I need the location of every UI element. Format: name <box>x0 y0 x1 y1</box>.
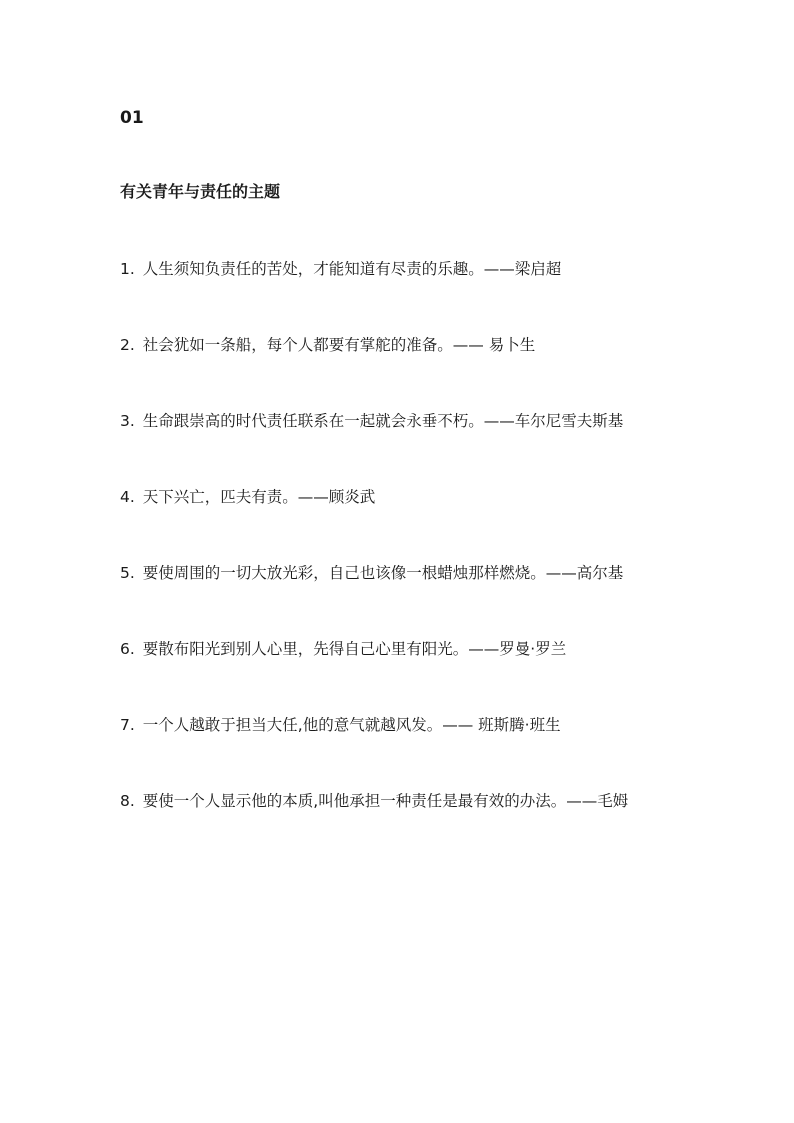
quote-number: 2. <box>120 336 135 354</box>
section-number: 01 <box>120 108 144 128</box>
quote-text: 天下兴亡，匹夫有责。——顾炎武 <box>142 488 376 506</box>
quote-item <box>120 782 676 820</box>
quote-text: 社会犹如一条船，每个人都要有掌舵的准备。—— 易卜生 <box>142 336 536 354</box>
quote-text: 人生须知负责任的苦处，才能知道有尽责的乐趣。——梁启超 <box>142 260 562 278</box>
section-title: 有关青年与责任的主题 <box>120 182 281 201</box>
quote-number: 8. <box>120 792 135 810</box>
quote-item <box>120 402 676 440</box>
quote-number: 7. <box>120 716 135 734</box>
quote-item <box>120 478 676 516</box>
quote-item <box>120 554 676 592</box>
quote-text: 要使周围的一切大放光彩，自己也该像一根蜡烛那样燃烧。——高尔基 <box>142 564 624 582</box>
quote-list <box>120 250 676 820</box>
quote-number: 4. <box>120 488 135 506</box>
quote-text: 要散布阳光到别人心里，先得自己心里有阳光。——罗曼·罗兰 <box>142 640 567 658</box>
quote-item <box>120 706 676 744</box>
quote-number: 6. <box>120 640 135 658</box>
quote-number: 3. <box>120 412 135 430</box>
document-content <box>120 104 676 820</box>
quote-text: 要使一个人显示他的本质,叫他承担一种责任是最有效的办法。——毛姆 <box>142 792 629 810</box>
quote-number: 5. <box>120 564 135 582</box>
quote-item <box>120 250 676 288</box>
quote-number: 1. <box>120 260 135 278</box>
quote-item <box>120 630 676 668</box>
quote-text: 一个人越敢于担当大任,他的意气就越风发。—— 班斯腾·班生 <box>142 716 561 734</box>
quote-item <box>120 326 676 364</box>
quote-text: 生命跟崇高的时代责任联系在一起就会永垂不朽。——车尔尼雪夫斯基 <box>142 412 624 430</box>
